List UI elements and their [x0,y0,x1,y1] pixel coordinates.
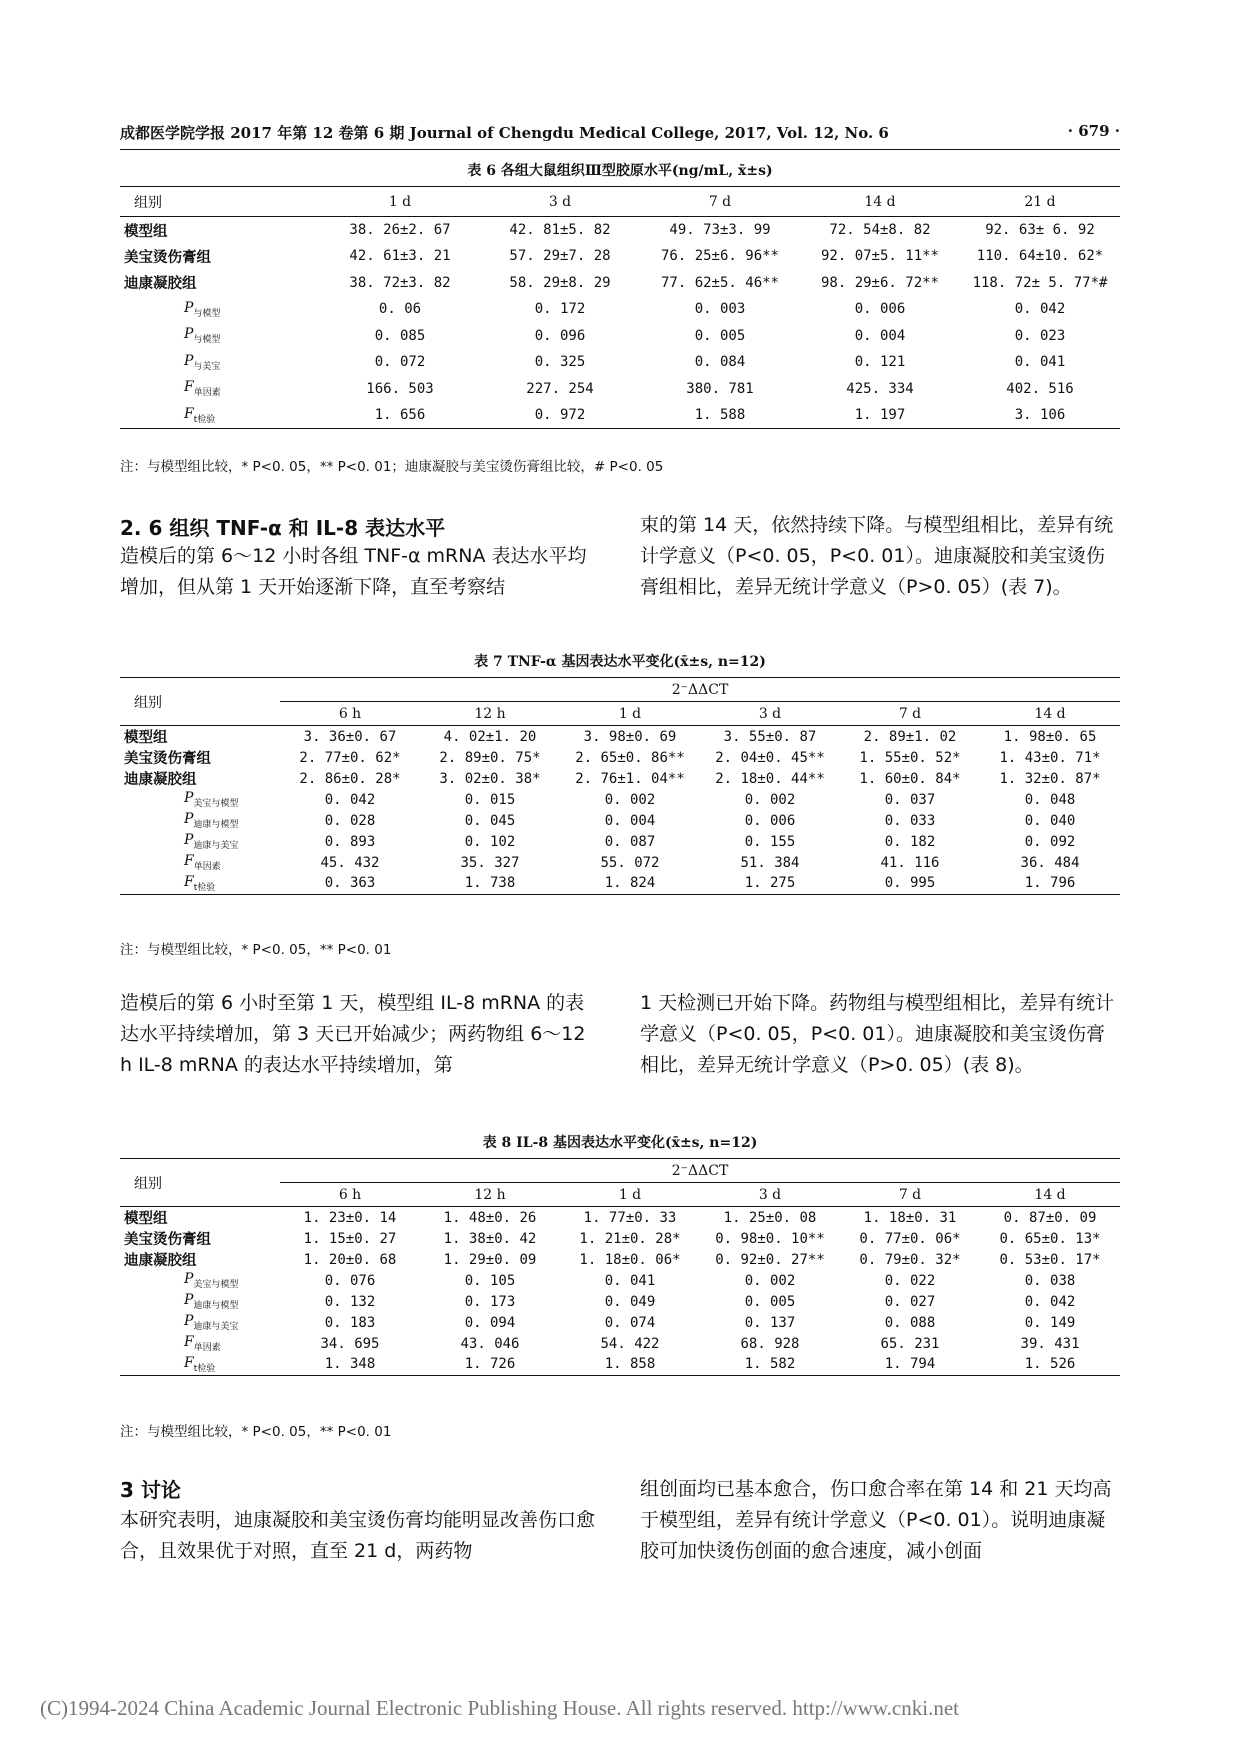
group-header: 组别 [120,1159,280,1207]
stat-label: $P_{美宝与模型}$ [184,1271,239,1290]
table6 [120,186,1120,429]
table-cell: 1. 29±0. 09 [443,1251,537,1268]
table8-note: 注：与模型组比较，* P<0. 05，** P<0. 01 [120,1424,392,1440]
column-header: 14 d [980,1183,1120,1207]
column-header: 7 d [840,1183,980,1207]
table-cell: 0. 121 [854,354,906,371]
stat-label: $F_{t检验}$ [184,873,216,893]
table-cell: 54. 422 [600,1335,660,1352]
table-cell: 1. 98±0. 65 [1003,728,1097,745]
table-cell: 2. 18±0. 44** [715,770,825,787]
table-cell: 0. 048 [1024,791,1076,808]
table-cell: 0. 893 [324,833,376,850]
section-3-text-col2: 组创面均已基本愈合，伤口愈合率在第 14 和 21 天均高于模型组，差异有统计学意义（P<0. 01）。说明迪康凝胶可加快烫伤创面的愈合速度，减小创面 [640,1478,1112,1562]
table-cell: 1. 794 [884,1356,936,1373]
table-cell: 1. 43±0. 71* [999,749,1101,766]
table-cell: 72. 54±8. 82 [829,222,931,238]
stat-label: $P_{迪康与美宝}$ [184,832,239,851]
table-cell: 0. 005 [744,1293,796,1310]
table-cell: 0. 173 [464,1293,516,1310]
column-header: 3 d [700,1183,840,1207]
stat-label: $P_{与美宝}$ [184,352,221,372]
table7 [120,677,1120,895]
table6-caption: 表 6 各组大鼠组织Ⅲ型胶原水平(ng/mL, x̄±s) [467,163,773,179]
row-label: 模型组 [124,223,168,240]
column-header: 1 d [320,187,480,217]
stat-row [120,1333,1120,1354]
table-cell: 2. 86±0. 28* [299,770,401,787]
column-header: 7 d [640,187,800,217]
table-cell: 4. 02±1. 20 [443,728,537,745]
stat-label: $P_{迪康与模型}$ [184,811,239,830]
column-header: 12 h [420,702,560,726]
stat-row [120,349,1120,376]
table-cell: 0. 087 [604,833,656,850]
stat-subscript: 与模型 [193,308,221,319]
column-header: 14 d [980,702,1120,726]
table-cell: 0. 155 [744,833,796,850]
row-label: 美宝烫伤膏组 [124,751,211,767]
table-cell: 110. 64±10. 62* [976,248,1104,265]
table-header-row [120,1159,1120,1183]
table-cell: 0. 79±0. 32* [859,1251,961,1268]
table-cell: 1. 55±0. 52* [859,749,961,766]
table-row [120,1207,1120,1229]
table-cell: 1. 25±0. 08 [723,1209,817,1226]
table-cell: 0. 172 [534,301,586,318]
table-cell: 1. 197 [854,407,906,423]
table-cell: 1. 20±0. 68 [303,1251,397,1268]
table-cell: 0. 87±0. 09 [1003,1209,1097,1226]
stat-row [120,789,1120,810]
table-cell: 76. 25±6. 96** [660,248,779,265]
table-cell: 0. 085 [374,327,426,344]
stat-row [120,296,1120,323]
table-cell: 0. 002 [604,791,656,808]
row-label: 模型组 [124,1211,168,1227]
table-cell: 42. 61±3. 21 [349,248,451,265]
table-cell: 68. 928 [740,1335,800,1352]
table-cell: 1. 23±0. 14 [303,1209,397,1226]
table-cell: 2. 76±1. 04** [575,770,685,787]
stat-label: $P_{与模型}$ [184,326,221,346]
table-cell: 0. 98±0. 10** [715,1230,825,1247]
table-cell: 0. 092 [1024,833,1076,850]
table-cell: 0. 004 [604,812,656,829]
table-row [120,747,1120,768]
table-cell: 92. 07±5. 11** [820,248,939,265]
table-cell: 51. 384 [740,854,800,871]
table-header-row [120,678,1120,702]
table-row [120,270,1120,297]
table-cell: 0. 132 [324,1293,376,1310]
table-cell: 0. 325 [534,354,586,371]
stat-row [120,402,1120,429]
table-cell: 3. 98±0. 69 [583,728,677,745]
table-cell: 2. 04±0. 45** [715,749,825,766]
table-cell: 55. 072 [600,854,660,871]
span-header: 2⁻ΔΔCT [280,678,1120,702]
table-row [120,726,1120,748]
stat-subscript: 单因素 [193,388,221,399]
table-cell: 0. 995 [884,875,936,892]
stat-row [120,1270,1120,1291]
table-cell: 1. 796 [1024,875,1076,892]
stat-row [120,852,1120,873]
table-cell: 0. 045 [464,812,516,829]
stat-label: $F_{单因素}$ [184,853,221,872]
table-cell: 0. 002 [744,1272,796,1289]
stat-label: $P_{迪康与美宝}$ [184,1313,239,1332]
table-cell: 0. 005 [694,327,746,344]
table-cell: 0. 038 [1024,1272,1076,1289]
table-cell: 118. 72± 5. 77*# [972,274,1108,291]
table8-caption: 表 8 IL-8 基因表达水平变化(x̄±s, n=12) [482,1135,758,1151]
stat-subscript: 迪康与美宝 [193,1321,239,1332]
stat-subscript: 美宝与模型 [193,798,239,809]
table-cell: 0. 096 [534,327,586,344]
table-cell: 1. 582 [744,1356,796,1373]
stat-label: $F_{t检验}$ [184,1354,216,1374]
stat-row [120,1354,1120,1375]
table-cell: 34. 695 [320,1335,380,1352]
stat-subscript: 迪康与美宝 [193,840,239,851]
table-cell: 2. 65±0. 86** [575,749,685,766]
table-cell: 0. 094 [464,1314,516,1331]
table-cell: 41. 116 [880,854,940,871]
column-header: 21 d [960,187,1120,217]
table-cell: 2. 89±0. 75* [439,749,541,766]
table-cell: 3. 55±0. 87 [723,728,817,745]
table-cell: 49. 73±3. 99 [669,222,771,238]
table-cell: 1. 824 [604,875,656,892]
stat-row [120,323,1120,350]
row-label: 迪康凝胶组 [124,276,197,293]
stat-row [120,810,1120,831]
table-cell: 38. 26±2. 67 [349,222,451,238]
stat-subscript: 美宝与模型 [193,1279,239,1290]
stat-subscript: 单因素 [193,861,221,872]
table-cell: 0. 102 [464,833,516,850]
table6-note: 注：与模型组比较，* P<0. 05，** P<0. 01；迪康凝胶与美宝烫伤膏组比较，# P<0. 05 [120,459,664,475]
running-header [120,122,1120,150]
table-cell: 0. 049 [604,1293,656,1310]
table-cell: 0. 65±0. 13* [999,1230,1101,1247]
stat-row [120,1291,1120,1312]
table7-note: 注：与模型组比较，* P<0. 05，** P<0. 01 [120,942,392,958]
table-cell: 1. 18±0. 06* [579,1251,681,1268]
column-header: 12 h [420,1183,560,1207]
stat-row [120,831,1120,852]
stat-label: $F_{单因素}$ [184,1334,221,1353]
table-cell: 1. 526 [1024,1356,1076,1373]
table-cell: 0. 023 [1014,327,1066,344]
stat-subscript: 单因素 [193,1342,221,1353]
column-header: 3 d [480,187,640,217]
column-header: 组别 [120,187,320,217]
table-cell: 65. 231 [880,1335,940,1352]
table-cell: 35. 327 [460,854,520,871]
section-2-6-text-col1: 造模后的第 6～12 小时各组 TNF-α mRNA 表达水平均增加，但从第 1 天开始逐渐下降，直至考察结 [120,545,587,598]
table-cell: 1. 21±0. 28* [579,1230,681,1247]
table-cell: 42. 81±5. 82 [509,222,611,238]
table-cell: 58. 29±8. 29 [509,274,611,291]
table-cell: 57. 29±7. 28 [509,248,611,265]
table-cell: 0. 105 [464,1272,516,1289]
table-cell: 2. 89±1. 02 [863,728,957,745]
table-cell: 0. 004 [854,327,906,344]
table-cell: 1. 858 [604,1356,656,1373]
table-cell: 0. 363 [324,875,376,892]
table-cell: 1. 275 [744,875,796,892]
table-cell: 1. 656 [374,407,426,423]
stat-row [120,1312,1120,1333]
table-cell: 0. 06 [378,301,422,318]
section-2-6-title: 2. 6 组织 TNF-α 和 IL-8 表达水平 [120,516,446,540]
table-cell: 402. 516 [1006,380,1074,397]
table-cell: 0. 084 [694,354,746,371]
table-cell: 0. 972 [534,407,586,423]
column-header: 14 d [800,187,960,217]
table-cell: 0. 182 [884,833,936,850]
table-cell: 1. 77±0. 33 [583,1209,677,1226]
table8 [120,1158,1120,1376]
span-header: 2⁻ΔΔCT [280,1159,1120,1183]
table-cell: 0. 072 [374,354,426,371]
table-cell: 1. 32±0. 87* [999,770,1101,787]
column-header: 6 h [280,702,420,726]
table-cell: 36. 484 [1020,854,1080,871]
header-page-number: · 679 · [1067,122,1120,140]
stat-subscript: 与美宝 [193,361,221,372]
row-label: 迪康凝胶组 [124,1253,197,1269]
stat-subscript: t检验 [193,1363,216,1374]
table-cell: 2. 77±0. 62* [299,749,401,766]
copyright-footer: (C)1994-2024 China Academic Journal Electronic Publishing House. All rights reserved. http://www.cnki.net [40,1696,959,1720]
table-cell: 45. 432 [320,854,380,871]
table-cell: 98. 29±6. 72** [820,274,939,291]
table-cell: 1. 48±0. 26 [443,1209,537,1226]
table-cell: 0. 006 [854,301,906,318]
section-2-6-text-col2: 束的第 14 天，依然持续下降。与模型组相比，差异有统计学意义（P<0. 05，P<0. 01）。迪康凝胶和美宝烫伤膏组相比，差异无统计学意义（P>0. 05）(表 7)。 [640,514,1114,598]
stat-label: $P_{与模型}$ [184,299,221,319]
stat-label: $F_{单因素}$ [184,379,221,399]
table-cell: 0. 037 [884,791,936,808]
table-cell: 0. 015 [464,791,516,808]
table-cell: 380. 781 [686,380,754,397]
table-row [120,217,1120,244]
table-cell: 38. 72±3. 82 [349,274,451,291]
table-cell: 0. 006 [744,812,796,829]
table-cell: 1. 15±0. 27 [303,1230,397,1247]
table-cell: 1. 588 [694,407,746,423]
column-header: 6 h [280,1183,420,1207]
column-header: 7 d [840,702,980,726]
table-cell: 425. 334 [846,380,914,397]
il8-text-col2: 1 天检测已开始下降。药物组与模型组相比，差异有统计学意义（P<0. 05，P<0. 01）。迪康凝胶和美宝烫伤膏相比，差异无统计学意义（P>0. 05）(表 8)。 [640,992,1115,1076]
row-label: 迪康凝胶组 [124,772,197,788]
stat-subscript: 与模型 [193,335,221,346]
table-row [120,768,1120,789]
table-cell: 3. 02±0. 38* [439,770,541,787]
table-cell: 0. 022 [884,1272,936,1289]
table-cell: 43. 046 [460,1335,520,1352]
column-header: 3 d [700,702,840,726]
table-cell: 0. 77±0. 06* [859,1230,961,1247]
stat-subscript: 迪康与模型 [193,819,239,830]
table-cell: 0. 028 [324,812,376,829]
table-cell: 0. 074 [604,1314,656,1331]
table-cell: 0. 003 [694,301,746,318]
table-cell: 0. 041 [604,1272,656,1289]
table-cell: 0. 041 [1014,354,1066,371]
table-cell: 39. 431 [1020,1335,1080,1352]
table-row [120,1249,1120,1270]
column-header: 1 d [560,702,700,726]
row-label: 美宝烫伤膏组 [124,249,211,266]
table-cell: 0. 088 [884,1314,936,1331]
table-cell: 0. 137 [744,1314,796,1331]
table-cell: 1. 60±0. 84* [859,770,961,787]
table-cell: 0. 002 [744,791,796,808]
table-cell: 0. 53±0. 17* [999,1251,1101,1268]
table-cell: 0. 027 [884,1293,936,1310]
stat-row [120,376,1120,403]
table-row [120,243,1120,270]
table-cell: 227. 254 [526,380,594,397]
column-header: 1 d [560,1183,700,1207]
header-journal: 成都医学院学报 2017 年第 12 卷第 6 期 Journal of Chengdu Medical College, 2017, Vol. 12, No. 6 [120,124,889,142]
row-label: 模型组 [124,730,168,746]
table-cell: 1. 38±0. 42 [443,1230,537,1247]
stat-label: $P_{迪康与模型}$ [184,1292,239,1311]
table-cell: 1. 18±0. 31 [863,1209,957,1226]
table-cell: 0. 042 [324,791,376,808]
il8-text-col1: 造模后的第 6 小时至第 1 天，模型组 IL-8 mRNA 的表达水平持续增加，第 3 天已开始减少；两药物组 6～12 h IL-8 mRNA 的表达水平持续增加，第 [120,992,586,1076]
table-cell: 0. 076 [324,1272,376,1289]
row-label: 美宝烫伤膏组 [124,1232,211,1248]
table-cell: 0. 040 [1024,812,1076,829]
stat-label: $P_{美宝与模型}$ [184,790,239,809]
table-cell: 3. 36±0. 67 [303,728,397,745]
stat-label: $F_{t检验}$ [184,405,216,425]
stat-subscript: t检验 [193,882,216,893]
stat-row [120,873,1120,894]
table-cell: 92. 63± 6. 92 [985,222,1095,238]
table-cell: 3. 106 [1014,407,1066,423]
section-3-text-col1: 本研究表明，迪康凝胶和美宝烫伤膏均能明显改善伤口愈合，且效果优于对照，直至 21 d，两药物 [120,1509,596,1562]
table-cell: 0. 042 [1014,301,1066,318]
section-3-title: 3 讨论 [120,1478,181,1502]
table-cell: 77. 62±5. 46** [660,274,779,291]
group-header: 组别 [120,678,280,726]
table-cell: 1. 348 [324,1356,376,1373]
stat-subscript: t检验 [193,414,216,425]
table-cell: 0. 033 [884,812,936,829]
table-header-row [120,187,1120,217]
table-cell: 166. 503 [366,380,434,397]
table-cell: 0. 042 [1024,1293,1076,1310]
table-cell: 1. 738 [464,875,516,892]
table-cell: 0. 183 [324,1314,376,1331]
table7-caption: 表 7 TNF-α 基因表达水平变化(x̄±s, n=12) [474,654,766,670]
stat-subscript: 迪康与模型 [193,1300,239,1311]
table-cell: 0. 149 [1024,1314,1076,1331]
table-cell: 0. 92±0. 27** [715,1251,825,1268]
table-cell: 1. 726 [464,1356,516,1373]
table-row [120,1228,1120,1249]
